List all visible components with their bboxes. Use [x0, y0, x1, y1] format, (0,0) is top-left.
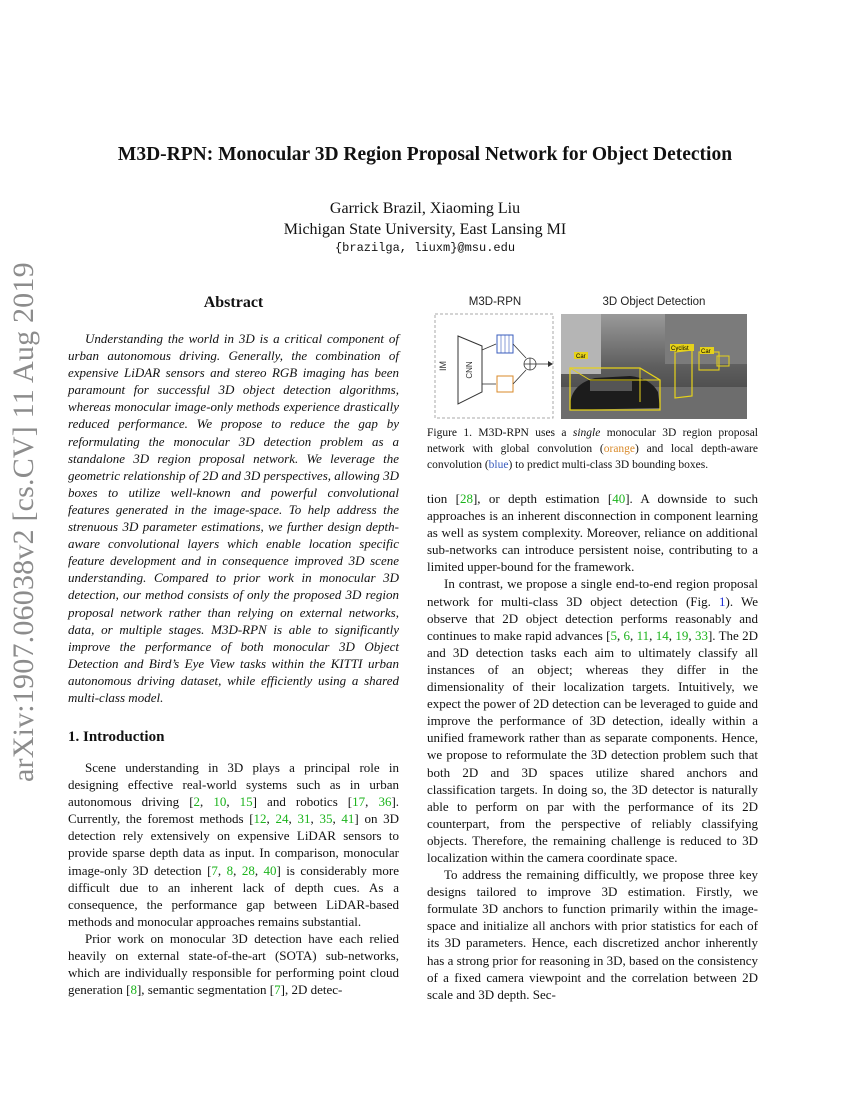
- text-run: ) and local depth-aware convolution (: [427, 443, 758, 471]
- citation-link[interactable]: 36: [378, 794, 392, 810]
- right-paragraph-2: In contrast, we propose a single end-to-end region proposal network for multi-class 3D object detection (Fig. 1). We observe that 2D object detection performs reasonably and continues to make rapid advances [5, 6, 11, 14, 19, 33]. The 2D and 3D detection tasks each aim to ultimately classify all instances of an object; whereas they differ in the dimensionality of their localization targets. Intuitively, we expect the power of 2D detection can be leveraged to guide and improve the performance of 3D detection, ideally within a unified framework rather than as separate components. Hence, we propose to reformulate the 3D detection problem such that both 2D and 3D spaces utilize shared anchors and classification targets. In doing so, the 3D detector is naturally able to perform on par with the performance of its 2D counterpart, from the perspective of reliably classifying objects. Therefore, the remaining challenge is reduced to 3D localization within the camera coordinate space.: [427, 576, 759, 865]
- citation-link[interactable]: 10: [213, 794, 227, 810]
- citation-link[interactable]: 11: [636, 627, 650, 643]
- right-paragraph-1: [427, 490, 758, 575]
- figure-caption: [427, 425, 758, 473]
- text-run: ], or depth estimation [: [472, 491, 613, 506]
- citation-link[interactable]: 41: [341, 811, 355, 827]
- det-label-car: Car: [576, 354, 586, 360]
- det-label-cyclist: Cyclist: [671, 346, 689, 352]
- car-window: [590, 381, 632, 391]
- arrow-line: [513, 344, 526, 358]
- arxiv-stamp: arXiv:1907.06038v2 [cs.CV] 11 Aug 2019: [7, 262, 40, 782]
- text-run-em: single: [572, 427, 601, 439]
- citation-link[interactable]: 40: [612, 491, 626, 506]
- citation-link[interactable]: 35: [319, 811, 333, 827]
- text-run: monocular 3D region proposal network with global convolution (: [427, 427, 759, 455]
- text-run: ], 2D detec-: [280, 982, 343, 998]
- citation-link[interactable]: 7: [211, 862, 218, 878]
- citation-link[interactable]: 7: [274, 982, 281, 998]
- text-run-orange: orange: [603, 443, 636, 455]
- citation-link[interactable]: 12: [253, 811, 267, 827]
- text-run: Scene understanding in 3D plays a principal role in designing effective real-world systems such as in urban autonomous driving [: [68, 760, 399, 810]
- arrow-line: [513, 370, 526, 384]
- text-run: ) to predict multi-class 3D bounding boxes.: [508, 459, 709, 471]
- cnn-label: CNN: [465, 361, 474, 379]
- right-paragraph-3: To address the remaining difficultly, we propose three key designs tailored to improve 3D estimation. Firstly, we formulate 3D anchors to function primarily within the image-space and initialize all anchors with prior statistics for each of its 3D parameters. Hence, each discretized anchor inherently has a strong prior for reasoning in 3D, based on the consistency of a fixed camera viewpoint and the correlation between 2D scale and 3D depth. Sec-: [427, 867, 758, 1002]
- citation-link[interactable]: 8: [226, 862, 234, 878]
- citation-link[interactable]: 19: [675, 627, 689, 643]
- text-run: ] on 3D detection rely extensively on expensive LiDAR sensors to provide sparse depth data as input. In comparison, monocular image-only 3D detection [: [68, 811, 400, 878]
- intro-left-column: [68, 759, 399, 998]
- text-run: Prior work on monocular 3D detection have each relied heavily on external state-of-the-art (SOTA) sub-networks, which are individually responsible for performing point cloud generation [: [68, 930, 399, 998]
- author-block: [60, 198, 790, 240]
- citation-link[interactable]: 28: [241, 862, 255, 878]
- arrow-head: [548, 361, 553, 367]
- citation-link[interactable]: 28: [459, 491, 473, 506]
- text-run: In contrast, we propose a single end-to-end region proposal network for multi-class 3D object detection (Fig.: [427, 576, 758, 609]
- arxiv-stamp-wrap: [3, 262, 45, 782]
- abstract-heading: Abstract: [203, 294, 264, 311]
- intro-right-column: [427, 490, 758, 1003]
- section-heading: 1. Introduction: [68, 729, 165, 745]
- citation-link[interactable]: 40: [263, 862, 277, 878]
- figure-1: [430, 292, 760, 422]
- citation-link[interactable]: 17: [352, 794, 366, 810]
- email: {brazilga, liuxm}@msu.edu: [334, 241, 516, 255]
- intro-paragraph-1: Scene understanding in 3D plays a principal role in designing effective real-world systems such as in urban autonomous driving [2, 10, 15] and robotics [17, 36]. Currently, the foremost methods [12, 24, 31, 35, 41] on 3D detection rely extensively on expensive LiDAR sensors to provide sparse depth data as input. In comparison, monocular image-only 3D detection [7, 8, 28, 40] is considerably more difficult due to an inherent lack of depth cues. As a consequence, the performance gap between LiDAR-based methods and monocular approaches remains substantial.: [68, 760, 400, 929]
- building-right: [665, 314, 747, 364]
- intro-paragraph-2: [68, 930, 399, 998]
- affiliation: Michigan State University, East Lansing MI: [283, 221, 567, 238]
- citation-link[interactable]: 15: [239, 794, 253, 810]
- text-run: ] is considerably more difficult due to an inherent lack of depth cues. As a consequence, the performance gap between LiDAR-based methods and monocular approaches remains substantial.: [68, 862, 400, 929]
- figure-link[interactable]: 1: [719, 593, 726, 609]
- citation-link[interactable]: 5: [610, 627, 617, 643]
- citation-link[interactable]: 6: [623, 627, 631, 643]
- citation-link[interactable]: 14: [655, 627, 669, 643]
- citation-link[interactable]: 24: [275, 811, 289, 827]
- arrow-line: [482, 344, 496, 350]
- citation-link[interactable]: 33: [694, 627, 708, 643]
- citation-link[interactable]: 31: [297, 811, 311, 827]
- authors: Garrick Brazil, Xiaoming Liu: [329, 200, 521, 217]
- text-run: ]. Currently, the foremost methods [: [68, 794, 400, 827]
- im-label: IM: [438, 361, 448, 371]
- citation-link[interactable]: 2: [193, 794, 201, 810]
- text-run: ). We observe that 2D object detection performs reasonably and continues to make rapid advances [: [427, 593, 758, 643]
- text-run: Figure 1. M3D-RPN uses a: [427, 427, 573, 439]
- text-run: ] and robotics [: [252, 794, 353, 810]
- fig-right-label: 3D Object Detection: [602, 296, 706, 308]
- paper-title: M3D-RPN: Monocular 3D Region Proposal Network for Object Detection: [117, 144, 733, 165]
- figure-1-graphic: [430, 292, 760, 422]
- building-left: [561, 314, 601, 374]
- global-conv-block: [497, 376, 513, 392]
- text-run: ]. The 2D and 3D detection tasks each aim to ultimately classify all instances of an object; whereas they differ in the dimensionality of their localization targets. Intuitively, we expect the power of 2D detection can be leveraged to guide and improve the performance of 3D detection, ideally within a unified framework rather than as separate components. Hence, we propose to reformulate the 3D detection problem such that both 2D and 3D spaces utilize shared anchors and classification targets. In doing so, the 3D detector is naturally able to perform on par with the performance of its 2D counterpart, from the perspective of reliably classifying objects. Therefore, the remaining challenge is reduced to 3D localization within the camera coordinate space.: [427, 627, 759, 865]
- det-label-car-2: Car: [701, 349, 711, 355]
- fig-left-label: M3D-RPN: [468, 296, 522, 308]
- text-run-blue: blue: [488, 459, 509, 471]
- text-run: tion [: [427, 491, 460, 506]
- citation-link[interactable]: 8: [130, 982, 137, 998]
- text-run: ], semantic segmentation [: [136, 982, 275, 998]
- text-run: ]. A downside to such approaches is an inherent disconnection in component learning as well as system complexity. Moreover, reliance on additional sub-networks can introduce persistent noise, contributing to a limited upper-bound for the framework.: [427, 491, 758, 575]
- abstract-text: Understanding the world in 3D is a critical component of urban autonomous driving. Generally, the combination of expensive LiDAR sensors and stereo RGB imaging has been paramount for successful 3D object detection algorithms, whereas monocular image-only methods experience drastically reduced performance. We propose to reduce the gap by reformulating the monocular 3D detection problem as a standalone 3D region proposal network. We leverage the geometric relationship of 2D and 3D perspectives, allowing 3D boxes to utilize well-known and powerful convolutional features generated in the image-space. To help address the strenuous 3D parameter estimations, we further design depth-aware convolutional layers which enable location specific feature development and in consequence improved 3D scene understanding. Compared to prior work in monocular 3D detection, our method consists of only the proposed 3D region proposal network rather than relying on external networks, data, or multiple stages. M3D-RPN is able to significantly improve the performance of both monocular 3D Object Detection and Bird’s Eye View tasks within the KITTI urban autonomous driving dataset, while efficiently using a shared multi-class model.: [68, 331, 399, 705]
